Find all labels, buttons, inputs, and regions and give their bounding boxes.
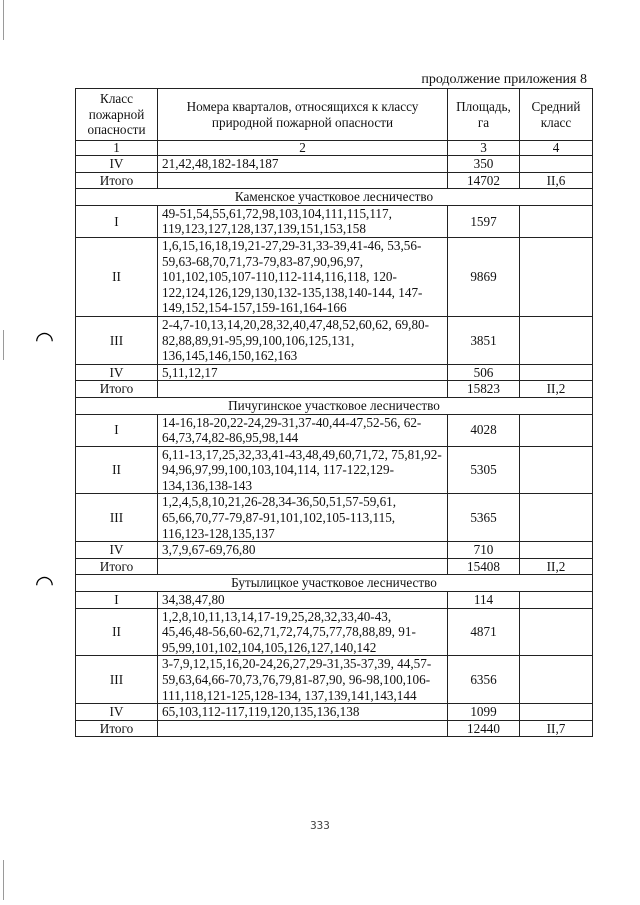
section-title: Пичугинское участковое лесничество	[76, 397, 593, 414]
row-quarters: 6,11-13,17,25,32,33,41-43,48,49,60,71,72, 75,81,92-94,96,97,99,100,103,104,114, 117-122,129-134,136,138-143	[158, 446, 448, 494]
row-class: II	[76, 446, 158, 494]
row-area: 5305	[448, 446, 520, 494]
column-number-row	[76, 141, 593, 156]
table-row	[76, 237, 593, 316]
row-class: II	[76, 608, 158, 656]
row-quarters: 2-4,7-10,13,14,20,28,32,40,47,48,52,60,62, 69,80-82,88,89,91-95,99,100,106,125,131, 136,145,146,150,162,163	[158, 316, 448, 364]
table-row	[76, 446, 593, 494]
total-row	[76, 720, 593, 737]
row-area: 350	[448, 156, 520, 173]
row-class: IV	[76, 704, 158, 721]
row-area: 710	[448, 542, 520, 559]
table-row	[76, 364, 593, 381]
column-number: 4	[520, 141, 593, 156]
binding-mark: ◠	[36, 572, 53, 597]
row-quarters: 1,6,15,16,18,19,21-27,29-31,33-39,41-46, 53,56-59,63-68,70,71,73-79,83-87,90,96,97, 101,102,105,107-110,112-114,116,118, 120-122,124,126,129,130,132-135,138,140-144, 147-149,152,154-157,159-161,164-166	[158, 237, 448, 316]
row-area: 114	[448, 592, 520, 609]
row-quarters: 5,11,12,17	[158, 364, 448, 381]
table-row	[76, 414, 593, 446]
table-row	[76, 542, 593, 559]
header-area: Площадь, га	[448, 89, 520, 141]
column-number: 3	[448, 141, 520, 156]
table-row	[76, 704, 593, 721]
header-average-class: Средний класс	[520, 89, 593, 141]
total-row	[76, 558, 593, 575]
total-row	[76, 172, 593, 189]
row-class: III	[76, 656, 158, 704]
column-number: 1	[76, 141, 158, 156]
column-number: 2	[158, 141, 448, 156]
table-row	[76, 592, 593, 609]
row-area: 9869	[448, 237, 520, 316]
row-quarters: 3,7,9,67-69,76,80	[158, 542, 448, 559]
total-average: II,7	[520, 720, 593, 737]
row-class: III	[76, 494, 158, 542]
total-area: 14702	[448, 172, 520, 189]
section-row	[76, 189, 593, 206]
row-quarters: 3-7,9,12,15,16,20-24,26,27,29-31,35-37,39, 44,57-59,63,64,66-70,73,76,79,81-87,90, 96-98,100,106-111,118,121-125,128-134, 137,139,141,143,144	[158, 656, 448, 704]
scan-left-edge	[3, 330, 4, 360]
row-area: 1597	[448, 205, 520, 237]
row-area: 5365	[448, 494, 520, 542]
total-label: Итого	[76, 381, 158, 398]
row-class: III	[76, 316, 158, 364]
table-row	[76, 316, 593, 364]
total-area: 12440	[448, 720, 520, 737]
total-label: Итого	[76, 558, 158, 575]
continuation-caption: продолжение приложения 8	[421, 72, 587, 87]
page-number: 333	[310, 819, 330, 832]
section-title: Бутылицкое участковое лесничество	[76, 575, 593, 592]
row-area: 506	[448, 364, 520, 381]
total-area: 15823	[448, 381, 520, 398]
total-average: II,6	[520, 172, 593, 189]
row-quarters: 65,103,112-117,119,120,135,136,138	[158, 704, 448, 721]
row-class: I	[76, 205, 158, 237]
row-area: 3851	[448, 316, 520, 364]
scan-left-edge	[3, 0, 4, 40]
table-row	[76, 608, 593, 656]
table-header-row	[76, 89, 593, 141]
table-row	[76, 205, 593, 237]
table-row	[76, 156, 593, 173]
row-area: 6356	[448, 656, 520, 704]
section-title: Каменское участковое лесничество	[76, 189, 593, 206]
row-quarters: 21,42,48,182-184,187	[158, 156, 448, 173]
row-class: I	[76, 414, 158, 446]
row-average	[520, 156, 593, 173]
total-row	[76, 381, 593, 398]
total-area: 15408	[448, 558, 520, 575]
row-quarters: 1,2,4,5,8,10,21,26-28,34-36,50,51,57-59,61, 65,66,70,77-79,87-91,101,102,105-113,115, 116,123-128,135,137	[158, 494, 448, 542]
section-row	[76, 575, 593, 592]
total-label: Итого	[76, 172, 158, 189]
row-class: IV	[76, 542, 158, 559]
binding-mark: ◠	[36, 328, 53, 353]
row-quarters: 49-51,54,55,61,72,98,103,104,111,115,117, 119,123,127,128,137,139,151,153,158	[158, 205, 448, 237]
row-class: II	[76, 237, 158, 316]
total-label: Итого	[76, 720, 158, 737]
row-area: 1099	[448, 704, 520, 721]
row-quarters: 34,38,47,80	[158, 592, 448, 609]
table-row	[76, 656, 593, 704]
section-row	[76, 397, 593, 414]
table-row	[76, 494, 593, 542]
header-fire-class: Класс пожарной опасности	[76, 89, 158, 141]
row-class: IV	[76, 364, 158, 381]
row-area: 4028	[448, 414, 520, 446]
row-quarters: 1,2,8,10,11,13,14,17-19,25,28,32,33,40-43, 45,46,48-56,60-62,71,72,74,75,77,78,88,89, 91-95,99,101,102,104,105,126,127,140,142	[158, 608, 448, 656]
scan-left-edge	[3, 860, 4, 900]
row-class: I	[76, 592, 158, 609]
row-area: 4871	[448, 608, 520, 656]
row-quarters: 14-16,18-20,22-24,29-31,37-40,44-47,52-56, 62-64,73,74,82-86,95,98,144	[158, 414, 448, 446]
fire-hazard-table	[75, 88, 593, 737]
header-quarter-numbers: Номера кварталов, относящихся к классу природной пожарной опасности	[158, 89, 448, 141]
row-class: IV	[76, 156, 158, 173]
total-average: II,2	[520, 381, 593, 398]
total-average: II,2	[520, 558, 593, 575]
